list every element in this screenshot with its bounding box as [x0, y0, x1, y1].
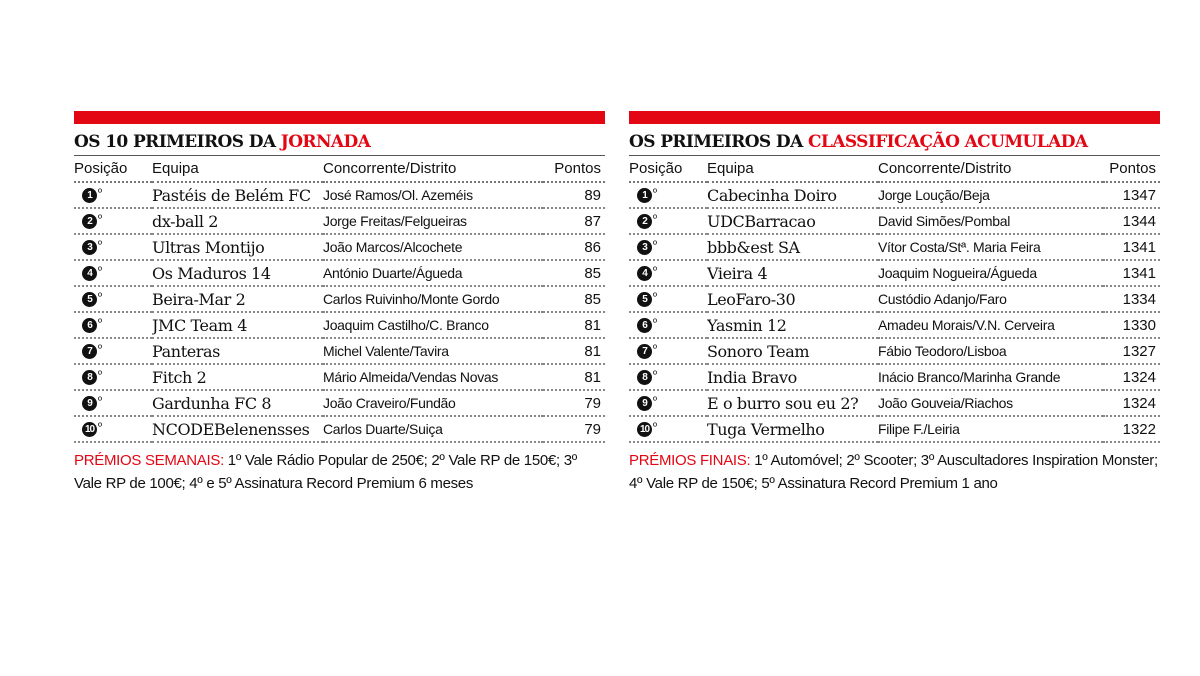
prizes-description: 1º Automóvel; 2º Scooter; 3º Auscultadores Inspiration Monster; 4º Vale RP de 150€; 5º Assinatura Record Premium 1 ano — [629, 452, 1158, 492]
points-value: 1341 — [1103, 234, 1160, 260]
position-badge: 8 — [82, 370, 97, 385]
points-value: 1324 — [1103, 390, 1160, 416]
position-badge: 7 — [82, 344, 97, 359]
table-row — [74, 234, 605, 260]
contestant-district: Custódio Adanjo/Faro — [878, 286, 1103, 312]
position-cell — [629, 260, 707, 286]
table-row — [74, 338, 605, 364]
points-value: 1347 — [1103, 182, 1160, 208]
team-name: India Bravo — [707, 364, 878, 390]
position-badge: 1 — [82, 188, 97, 203]
team-name: NCODEBelenensses — [152, 416, 323, 442]
position-cell — [629, 416, 707, 442]
ordinal-mark: º — [653, 394, 658, 407]
position-cell — [74, 390, 152, 416]
points-value: 85 — [543, 260, 605, 286]
team-name: E o burro sou eu 2? — [707, 390, 878, 416]
header-points: Pontos — [1103, 156, 1160, 182]
ranking-table — [629, 156, 1160, 443]
header-contestant: Concorrente/Distrito — [323, 156, 543, 182]
table-row — [74, 182, 605, 208]
ordinal-mark: º — [98, 186, 103, 199]
contestant-district: Mário Almeida/Vendas Novas — [323, 364, 543, 390]
team-name: bbb&est SA — [707, 234, 878, 260]
contestant-district: João Gouveia/Riachos — [878, 390, 1103, 416]
team-name: UDCBarracao — [707, 208, 878, 234]
contestant-district: Joaquim Nogueira/Águeda — [878, 260, 1103, 286]
team-name: Sonoro Team — [707, 338, 878, 364]
table-row — [629, 416, 1160, 442]
prizes-label: PRÉMIOS FINAIS: — [629, 452, 751, 469]
position-badge: 10 — [637, 422, 652, 437]
ordinal-mark: º — [98, 420, 103, 433]
position-badge: 10 — [82, 422, 97, 437]
points-value: 79 — [543, 416, 605, 442]
position-cell — [74, 260, 152, 286]
weekly-ranking-panel — [74, 111, 605, 495]
ordinal-mark: º — [653, 238, 658, 251]
team-name: Os Maduros 14 — [152, 260, 323, 286]
position-cell — [74, 416, 152, 442]
position-badge: 7 — [637, 344, 652, 359]
position-cell — [629, 234, 707, 260]
table-row — [629, 286, 1160, 312]
position-badge: 1 — [637, 188, 652, 203]
table-row — [629, 208, 1160, 234]
position-badge: 3 — [637, 240, 652, 255]
table-row — [74, 364, 605, 390]
ordinal-mark: º — [98, 290, 103, 303]
position-badge: 6 — [637, 318, 652, 333]
panel-title — [74, 132, 605, 156]
position-cell — [74, 364, 152, 390]
team-name: Yasmin 12 — [707, 312, 878, 338]
header-position: Posição — [629, 156, 707, 182]
contestant-district: Inácio Branco/Marinha Grande — [878, 364, 1103, 390]
table-header-row — [629, 156, 1160, 182]
team-name: Pastéis de Belém FC — [152, 182, 323, 208]
position-cell — [629, 338, 707, 364]
points-value: 89 — [543, 182, 605, 208]
position-cell — [74, 234, 152, 260]
ordinal-mark: º — [653, 290, 658, 303]
position-badge: 9 — [82, 396, 97, 411]
overall-ranking-panel — [629, 111, 1160, 495]
team-name: LeoFaro-30 — [707, 286, 878, 312]
prizes-description: 1º Vale Rádio Popular de 250€; 2º Vale RP de 150€; 3º Vale RP de 100€; 4º e 5º Assinatura Record Premium 6 meses — [74, 452, 577, 492]
team-name: Panteras — [152, 338, 323, 364]
title-accent-text: CLASSIFICAÇÃO ACUMULADA — [808, 132, 1088, 152]
ordinal-mark: º — [653, 368, 658, 381]
header-points: Pontos — [543, 156, 605, 182]
contestant-district: Carlos Ruivinho/Monte Gordo — [323, 286, 543, 312]
contestant-district: Amadeu Morais/V.N. Cerveira — [878, 312, 1103, 338]
prizes-label: PRÉMIOS SEMANAIS: — [74, 452, 224, 469]
position-cell — [74, 286, 152, 312]
position-cell — [74, 182, 152, 208]
prizes-text — [74, 449, 605, 495]
points-value: 81 — [543, 338, 605, 364]
ordinal-mark: º — [98, 342, 103, 355]
header-team: Equipa — [707, 156, 878, 182]
points-value: 1341 — [1103, 260, 1160, 286]
contestant-district: Carlos Duarte/Suiça — [323, 416, 543, 442]
position-cell — [629, 312, 707, 338]
contestant-district: Jorge Freitas/Felgueiras — [323, 208, 543, 234]
ordinal-mark: º — [653, 316, 658, 329]
points-value: 81 — [543, 312, 605, 338]
position-badge: 5 — [637, 292, 652, 307]
ordinal-mark: º — [98, 212, 103, 225]
contestant-district: João Marcos/Alcochete — [323, 234, 543, 260]
table-row — [629, 260, 1160, 286]
points-value: 1330 — [1103, 312, 1160, 338]
points-value: 1324 — [1103, 364, 1160, 390]
position-badge: 3 — [82, 240, 97, 255]
table-row — [74, 390, 605, 416]
table-row — [629, 364, 1160, 390]
position-cell — [629, 182, 707, 208]
contestant-district: Jorge Loução/Beja — [878, 182, 1103, 208]
position-cell — [629, 286, 707, 312]
team-name: Cabecinha Doiro — [707, 182, 878, 208]
table-row — [74, 260, 605, 286]
position-badge: 4 — [82, 266, 97, 281]
red-header-bar — [629, 111, 1160, 124]
ordinal-mark: º — [98, 316, 103, 329]
position-badge: 6 — [82, 318, 97, 333]
header-team: Equipa — [152, 156, 323, 182]
ordinal-mark: º — [98, 368, 103, 381]
position-badge: 2 — [82, 214, 97, 229]
team-name: Gardunha FC 8 — [152, 390, 323, 416]
ordinal-mark: º — [653, 342, 658, 355]
table-row — [74, 286, 605, 312]
position-badge: 5 — [82, 292, 97, 307]
ordinal-mark: º — [653, 264, 658, 277]
contestant-district: Filipe F./Leiria — [878, 416, 1103, 442]
ordinal-mark: º — [98, 394, 103, 407]
contestant-district: Fábio Teodoro/Lisboa — [878, 338, 1103, 364]
ordinal-mark: º — [98, 264, 103, 277]
team-name: Ultras Montijo — [152, 234, 323, 260]
position-cell — [629, 364, 707, 390]
points-value: 1322 — [1103, 416, 1160, 442]
team-name: Fitch 2 — [152, 364, 323, 390]
team-name: Tuga Vermelho — [707, 416, 878, 442]
panel-title — [629, 132, 1160, 156]
table-row — [629, 234, 1160, 260]
points-value: 86 — [543, 234, 605, 260]
position-cell — [74, 208, 152, 234]
table-row — [74, 416, 605, 442]
table-row — [629, 338, 1160, 364]
table-row — [74, 312, 605, 338]
position-cell — [629, 390, 707, 416]
table-header-row — [74, 156, 605, 182]
ordinal-mark: º — [653, 186, 658, 199]
contestant-district: José Ramos/Ol. Azeméis — [323, 182, 543, 208]
points-value: 81 — [543, 364, 605, 390]
points-value: 85 — [543, 286, 605, 312]
points-value: 1327 — [1103, 338, 1160, 364]
team-name: Vieira 4 — [707, 260, 878, 286]
prizes-text — [629, 449, 1160, 495]
header-contestant: Concorrente/Distrito — [878, 156, 1103, 182]
position-cell — [629, 208, 707, 234]
table-row — [629, 312, 1160, 338]
team-name: JMC Team 4 — [152, 312, 323, 338]
contestant-district: António Duarte/Águeda — [323, 260, 543, 286]
team-name: Beira-Mar 2 — [152, 286, 323, 312]
table-row — [629, 182, 1160, 208]
contestant-district: David Simões/Pombal — [878, 208, 1103, 234]
table-row — [74, 208, 605, 234]
points-value: 79 — [543, 390, 605, 416]
contestant-district: João Craveiro/Fundão — [323, 390, 543, 416]
ranking-table — [74, 156, 605, 443]
points-value: 87 — [543, 208, 605, 234]
position-badge: 8 — [637, 370, 652, 385]
ordinal-mark: º — [653, 212, 658, 225]
title-text: OS PRIMEIROS DA — [629, 132, 803, 152]
team-name: dx-ball 2 — [152, 208, 323, 234]
points-value: 1334 — [1103, 286, 1160, 312]
table-row — [629, 390, 1160, 416]
position-badge: 9 — [637, 396, 652, 411]
contestant-district: Michel Valente/Tavira — [323, 338, 543, 364]
contestant-district: Vítor Costa/Stª. Maria Feira — [878, 234, 1103, 260]
header-position: Posição — [74, 156, 152, 182]
ordinal-mark: º — [98, 238, 103, 251]
contestant-district: Joaquim Castilho/C. Branco — [323, 312, 543, 338]
position-badge: 2 — [637, 214, 652, 229]
position-cell — [74, 312, 152, 338]
ordinal-mark: º — [653, 420, 658, 433]
points-value: 1344 — [1103, 208, 1160, 234]
title-accent-text: JORNADA — [280, 132, 371, 152]
red-header-bar — [74, 111, 605, 124]
position-cell — [74, 338, 152, 364]
position-badge: 4 — [637, 266, 652, 281]
title-text: OS 10 PRIMEIROS DA — [74, 132, 276, 152]
